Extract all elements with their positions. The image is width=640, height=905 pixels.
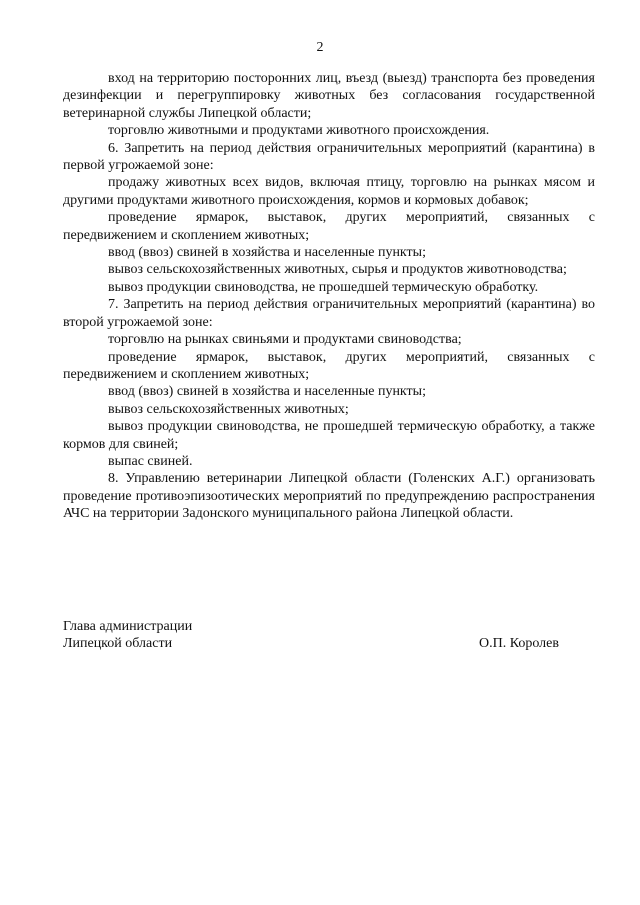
page-number: 2 (316, 40, 324, 55)
paragraph-fairs-zone1: проведение ярмарок, выставок, других мероприятий, связанных с передвижением и скоплением животных; (63, 210, 595, 243)
signature-position-line2: Липецкой области (63, 636, 173, 652)
paragraph-pig-import-zone1: ввод (ввоз) свиней в хозяйства и населенные пункты; (108, 245, 426, 261)
paragraph-item-7: 7. Запретить на период действия ограничительных мероприятий (карантина) во второй угрожаемой зоне: (63, 297, 595, 330)
paragraph-item-8: 8. Управлению ветеринарии Липецкой области (Голенских А.Г.) организовать проведение противоэпизоотических мероприятий по предупреждению распространения АЧС на территории Задонского муниципального района Липецкой области. (63, 471, 595, 522)
paragraph-export-pork-zone2: вывоз продукции свиноводства, не прошедшей термическую обработку, а также кормов для свиней; (63, 419, 595, 452)
paragraph-export-livestock-zone1: вывоз сельскохозяйственных животных, сырья и продуктов животноводства; (108, 262, 567, 278)
signatory-name: О.П. Королев (479, 636, 559, 652)
paragraph-fairs-zone2: проведение ярмарок, выставок, других мероприятий, связанных с передвижением и скоплением животных; (63, 349, 595, 382)
paragraph-animal-trade: торговлю животными и продуктами животного происхождения. (108, 123, 490, 139)
paragraph-item-6: 6. Запретить на период действия ограничительных мероприятий (карантина) в первой угрожаемой зоне: (63, 140, 595, 174)
paragraph-pig-import-zone2: ввод (ввоз) свиней в хозяйства и населенные пункты; (108, 384, 426, 400)
paragraph-pig-grazing: выпас свиней. (108, 453, 193, 469)
paragraph-export-pork-zone1: вывоз продукции свиноводства, не прошедшей термическую обработку. (108, 279, 539, 295)
paragraph-entry-restriction: вход на территорию посторонних лиц, въезд (выезд) транспорта без проведения дезинфекции и перегруппировку животных без согласования государственной ветеринарной службы Липецкой области; (63, 71, 595, 121)
paragraph-export-livestock-zone2: вывоз сельскохозяйственных животных; (108, 401, 349, 417)
paragraph-pig-market-trade: торговлю на рынках свиньями и продуктами свиноводства; (108, 332, 462, 348)
document-body (63, 70, 595, 523)
signature-position-line1: Глава администрации (63, 619, 193, 634)
paragraph-animal-sale: продажу животных всех видов, включая птицу, торговлю на рынках мясом и другими продуктами животного происхождения, кормов и кормовых добавок; (63, 175, 595, 208)
signature-block (63, 618, 595, 653)
signature-line (63, 635, 595, 652)
